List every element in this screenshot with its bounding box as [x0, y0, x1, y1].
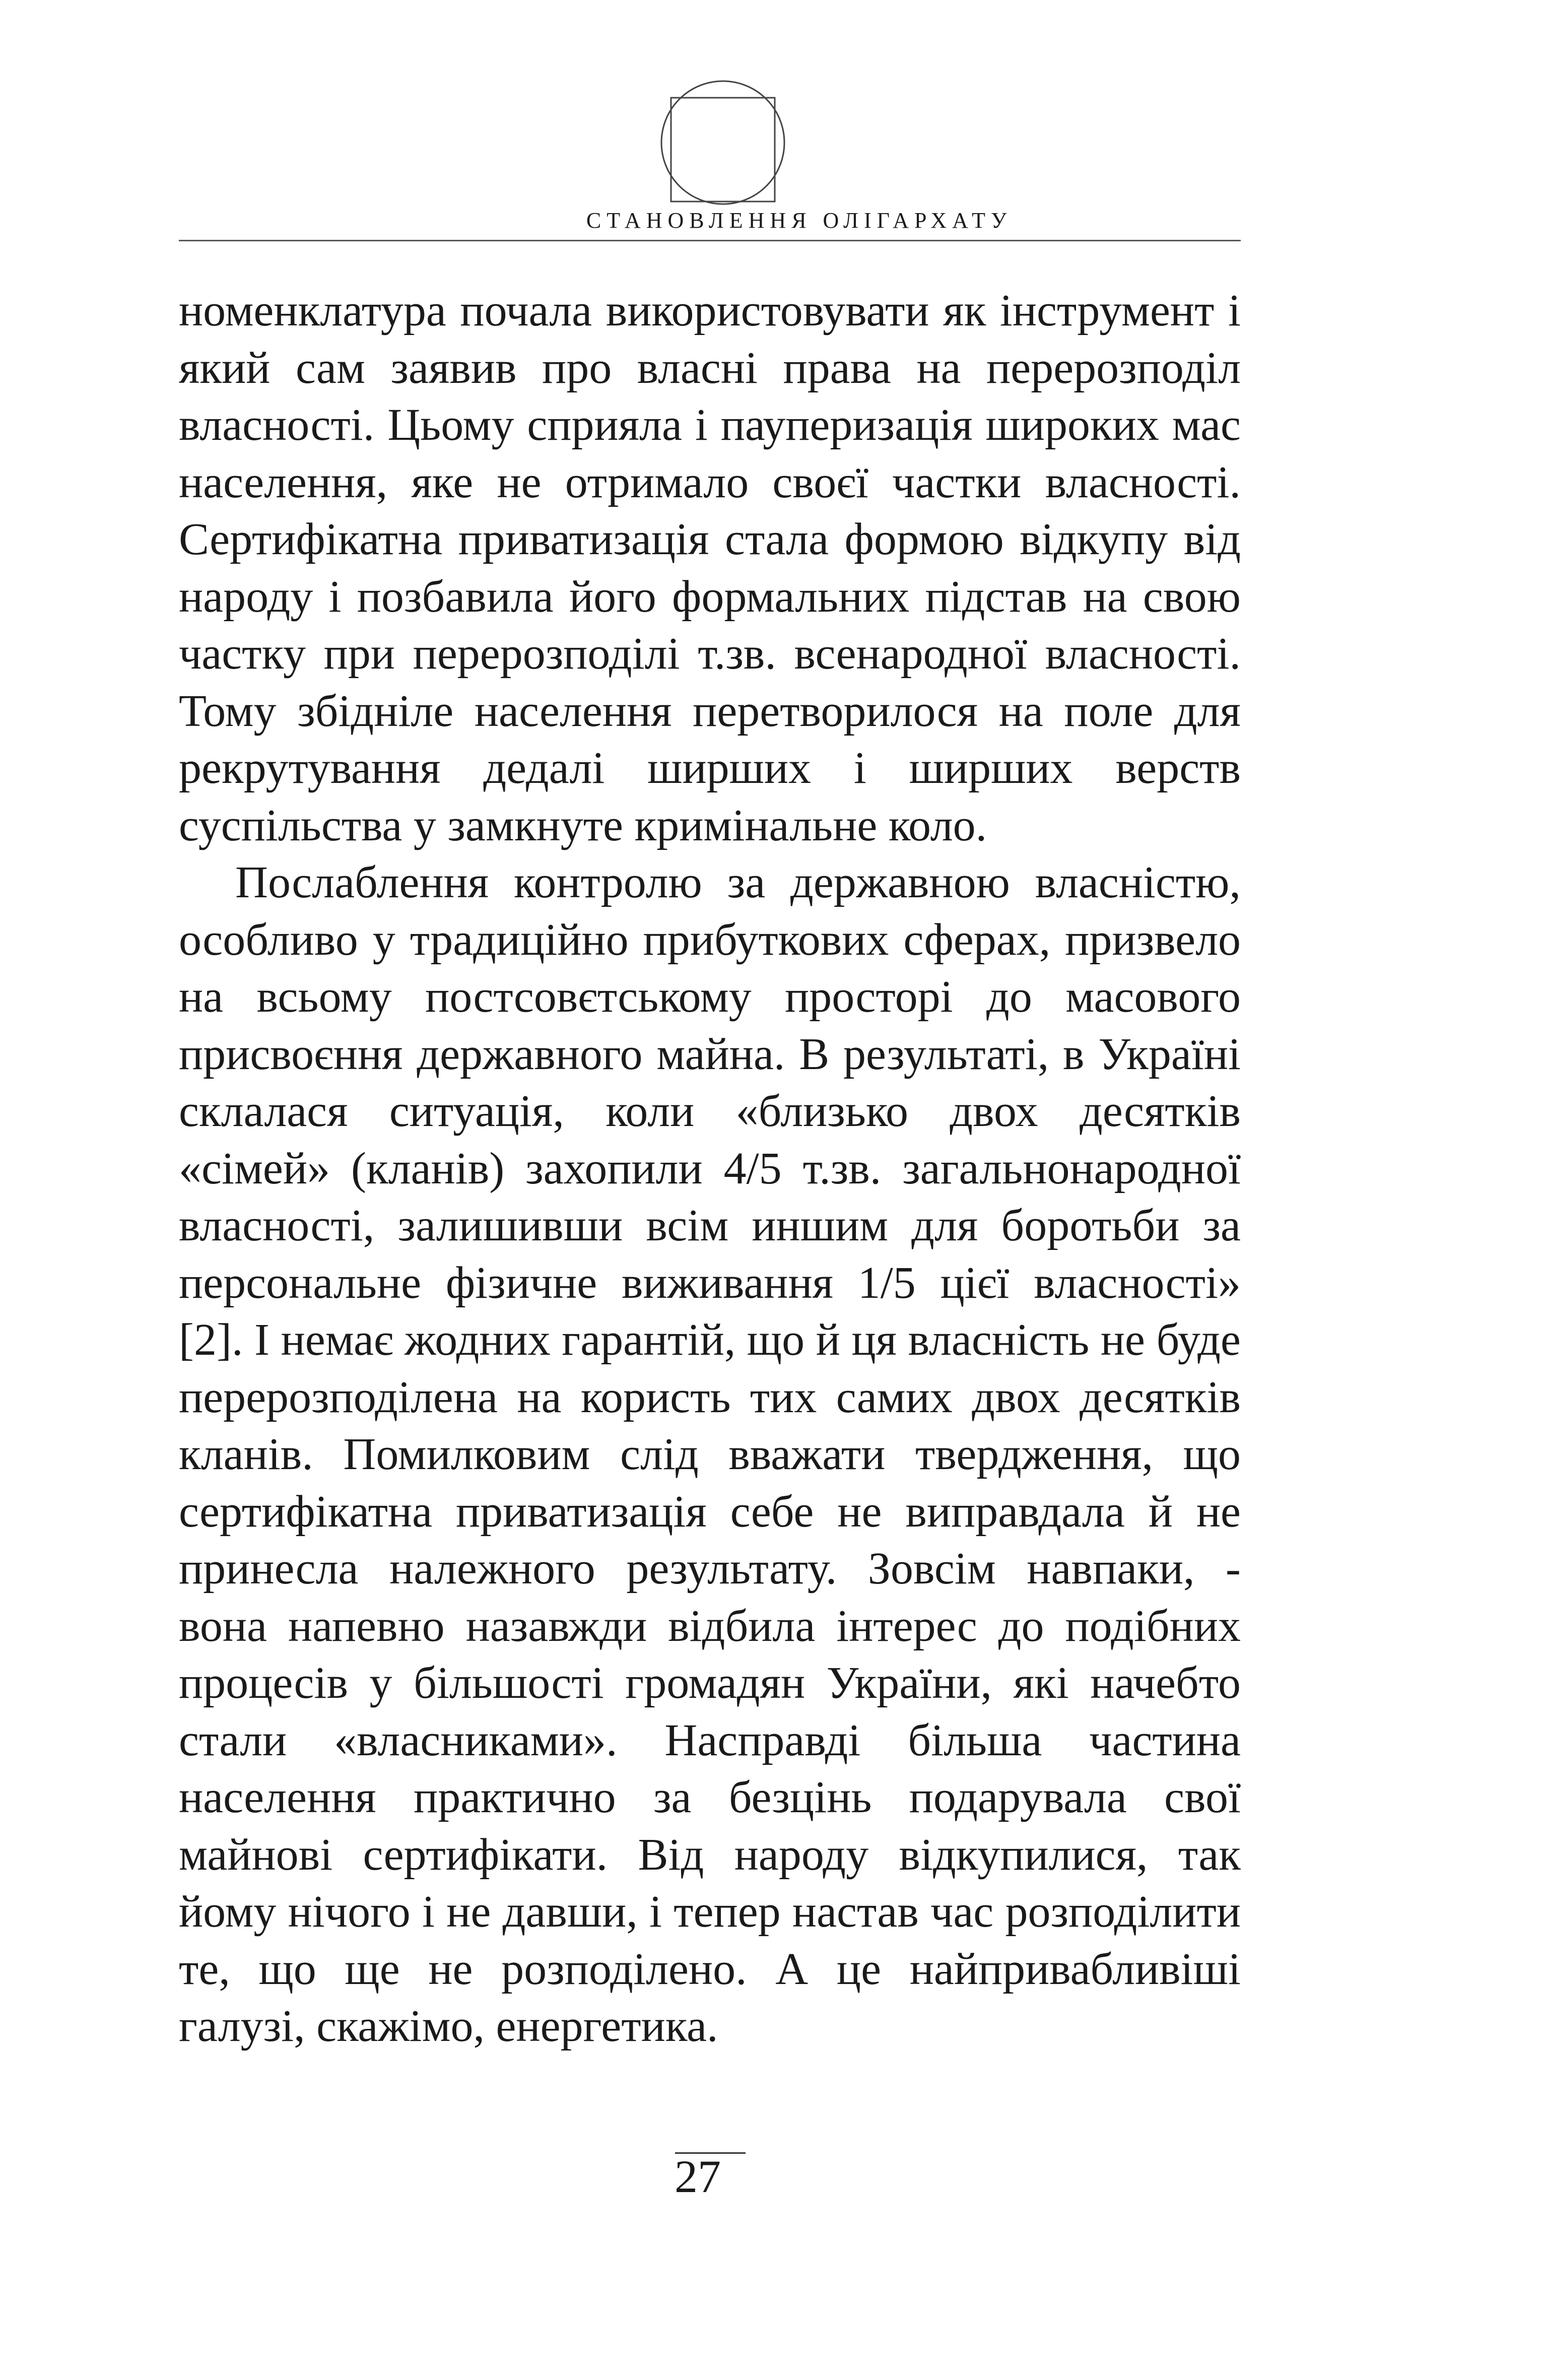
- paragraph: Послаблення контролю за державною власністю, особливо у традиційно прибуткових сферах, призвело на всьому постсовєтському просторі до масового присвоєння державного майна. В результаті, в Україні склалася ситуація, коли «близько двох десятків «сімей» (кланів) захопили 4/5 т.зв. загальнонародної власності, залишивши всім иншим для боротьби за персональне фізичне виживання 1/5 цієї власності» [2]. І немає жодних гарантій, що й ця власність не буде перерозподілена на користь тих самих двох десятків кланів. Помилковим слід вважати твердження, що сертифікатна приватизація себе не виправдала й не принесла належного результату. Зовсім навпаки, - вона напевно назавжди відбила інтерес до подібних процесів у більшості громадян України, які начебто стали «власниками». Насправді більша частина населення практично за безцінь подарувала свої майнові сертифікати. Від народу відкупилися, так йому нічого і не давши, і тепер настав час розподілити те, що ще не розподілено. А це найпривабливіші галузі, скажімо, енергетика.: [179, 857, 1241, 2051]
- paragraph-continued: номенклатура почала використовувати як інструмент і який сам заявив про власні права на перерозподіл власності. Цьому сприяла і пауперизація широких мас населення, яке не отримало своєї частки власності. Сертифікатна приватизація стала формою відкупу від народу і позбавила його формальних підстав на свою частку при перерозподілі т.зв. всенародної власності. Тому збідніле населення перетворилося на поле для рекрутування дедалі ширших і ширших верств суспільства у замкнуте кримінальне коло.: [179, 286, 1241, 850]
- body-text: [179, 282, 1241, 2055]
- circle-square-emblem-icon: [655, 75, 791, 211]
- running-head: СТАНОВЛЕННЯ ОЛІГАРХАТУ: [586, 208, 1013, 233]
- page-number: 27: [675, 2151, 721, 2202]
- header-rule: [179, 240, 1241, 241]
